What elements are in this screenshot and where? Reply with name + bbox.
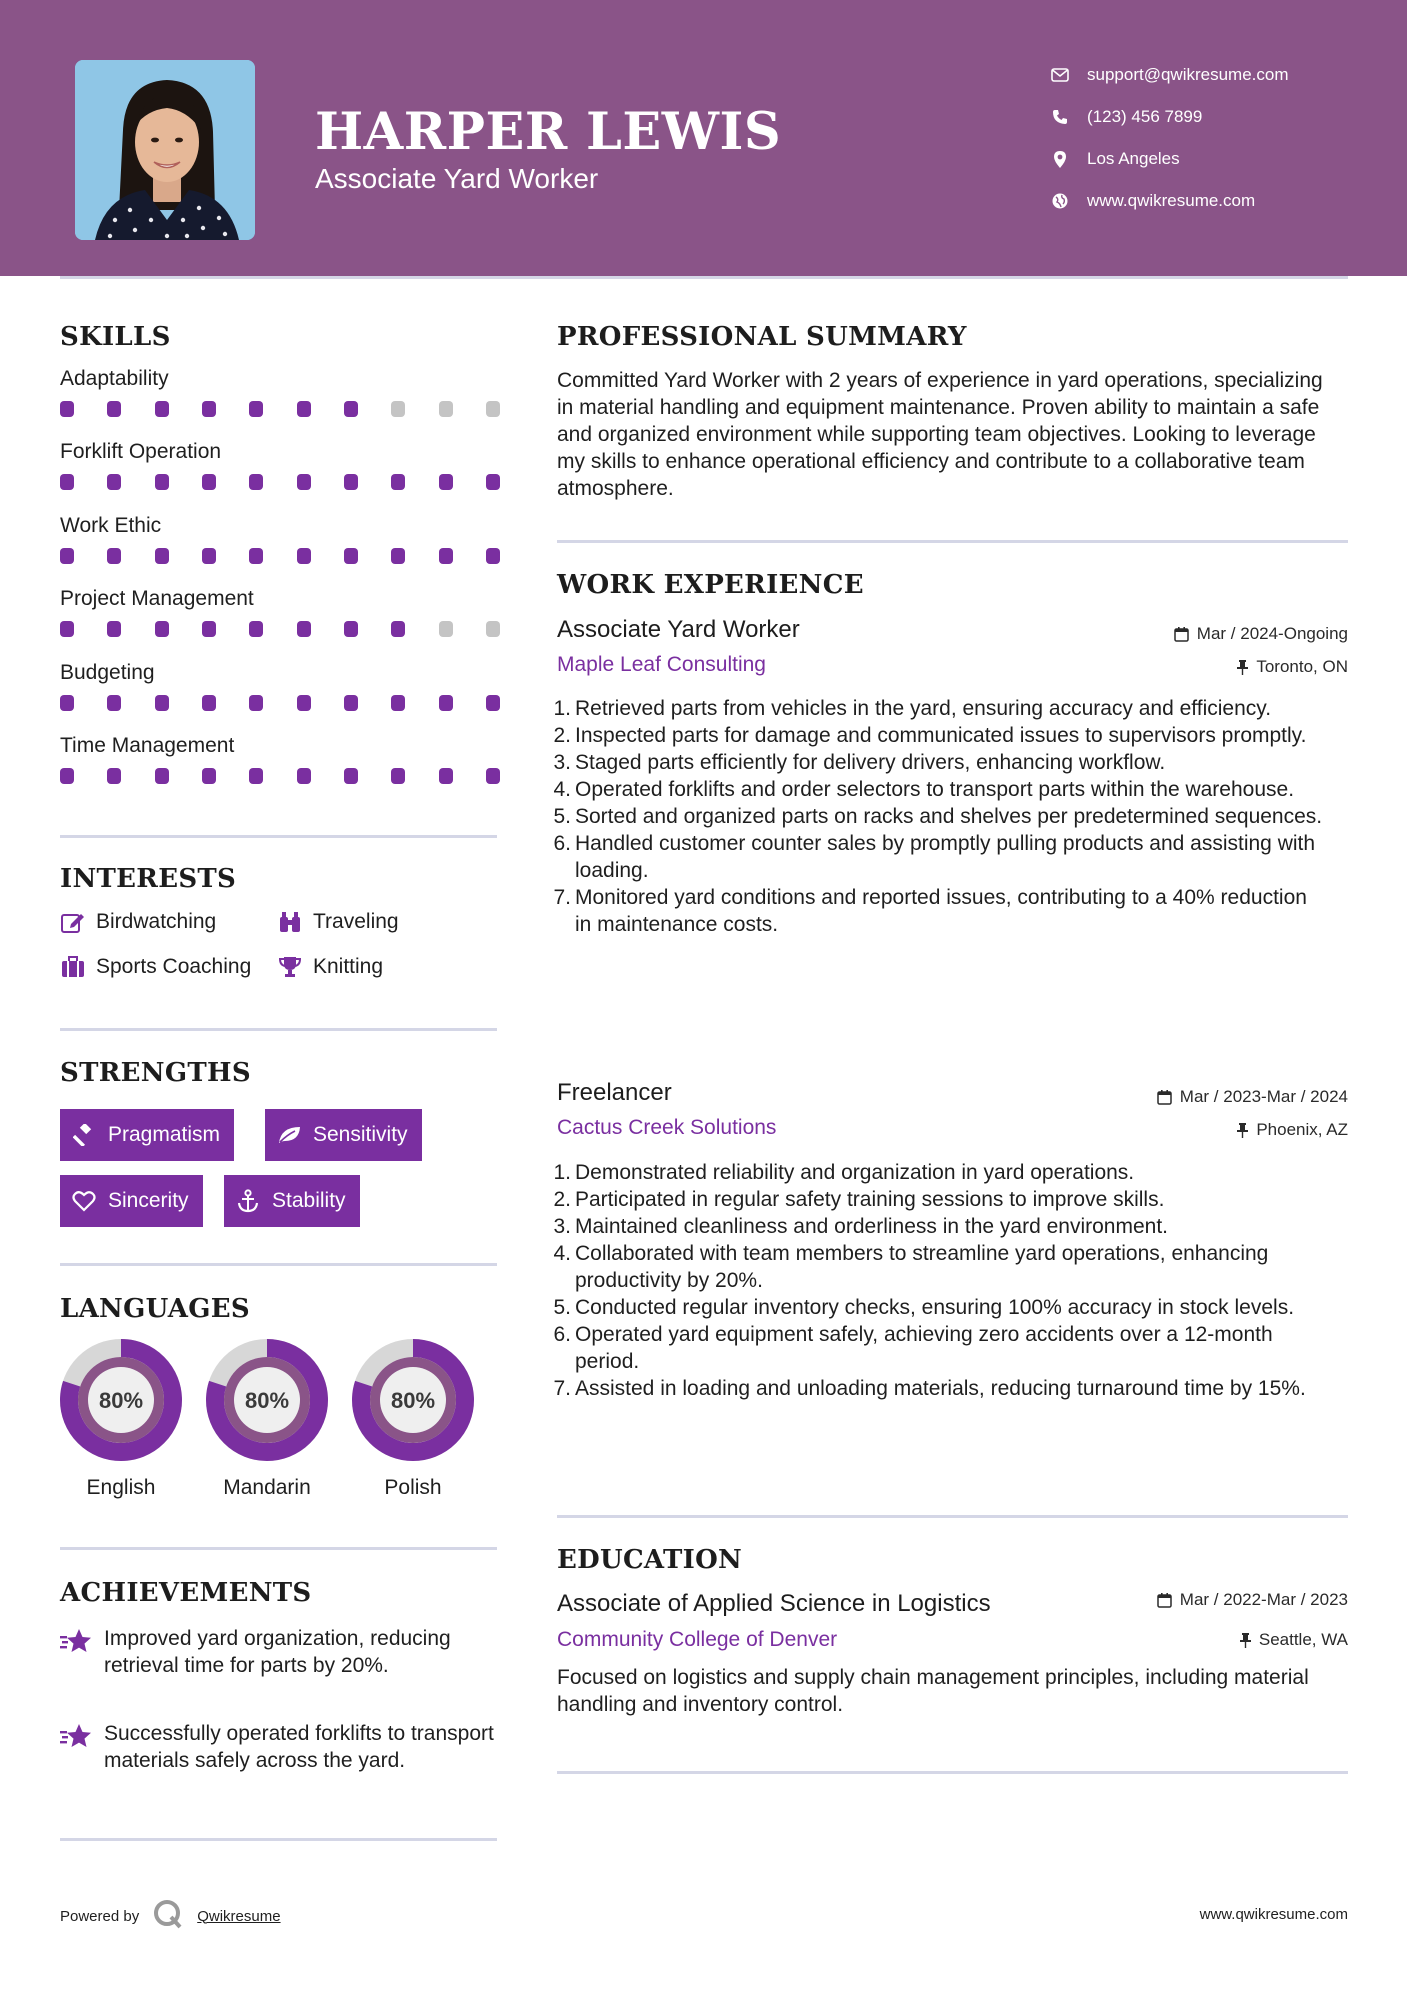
job-dates-text: Mar / 2023-Mar / 2024 bbox=[1179, 1087, 1348, 1106]
trophy-icon bbox=[277, 955, 303, 979]
skill-dot-filled bbox=[155, 474, 169, 490]
skill-name: Forklift Operation bbox=[60, 440, 222, 464]
job-location bbox=[1237, 1120, 1348, 1140]
company-name: Cactus Creek Solutions bbox=[557, 1116, 777, 1139]
skill-dot-filled bbox=[107, 401, 121, 417]
section-divider bbox=[557, 540, 1348, 543]
section-divider bbox=[60, 835, 497, 838]
bullet-number: 5. bbox=[553, 805, 571, 828]
skill-rating bbox=[60, 474, 500, 490]
bullet-text: Collaborated with team members to streamline yard operations, enhancing productivity by 20%. bbox=[575, 1242, 1269, 1292]
calendar-icon bbox=[1157, 1593, 1172, 1608]
contact-email[interactable] bbox=[1050, 54, 1289, 96]
skill-dot-filled bbox=[486, 548, 500, 564]
interest-label: Sports Coaching bbox=[96, 955, 252, 978]
bullet-number: 5. bbox=[553, 1296, 571, 1319]
job-bullet bbox=[553, 1294, 1327, 1321]
skill-dot-filled bbox=[60, 401, 74, 417]
bullet-number: 2. bbox=[553, 1188, 571, 1211]
skill-dot-filled bbox=[60, 621, 74, 637]
language-ring bbox=[351, 1338, 475, 1462]
skill-dot-filled bbox=[344, 768, 358, 784]
job-bullet bbox=[553, 1159, 1327, 1186]
strength-tag bbox=[60, 1109, 234, 1161]
skill-dot-filled bbox=[391, 695, 405, 711]
skill-dot-filled bbox=[249, 695, 263, 711]
achievement-text: Improved yard organization, reducing retrieval time for parts by 20%. bbox=[104, 1627, 451, 1677]
skill-item bbox=[60, 440, 500, 490]
footer-powered-by bbox=[60, 1899, 281, 1933]
skill-dot-filled bbox=[344, 474, 358, 490]
star-medal-icon bbox=[60, 1722, 94, 1774]
profile-photo bbox=[75, 60, 255, 240]
company-name: Maple Leaf Consulting bbox=[557, 653, 766, 676]
strength-label: Pragmatism bbox=[108, 1123, 221, 1146]
language-item bbox=[59, 1338, 183, 1500]
skill-dot-filled bbox=[297, 768, 311, 784]
bullet-text: Assisted in loading and unloading materials, reducing turnaround time by 15%. bbox=[575, 1377, 1306, 1400]
education-dates-text: Mar / 2022-Mar / 2023 bbox=[1179, 1590, 1348, 1609]
skill-dot-filled bbox=[391, 768, 405, 784]
strength-label: Stability bbox=[272, 1189, 346, 1212]
globe-icon bbox=[1050, 191, 1070, 211]
job-bullet bbox=[553, 776, 1327, 803]
language-item bbox=[205, 1338, 329, 1500]
job-bullet bbox=[553, 1186, 1327, 1213]
bullet-number: 4. bbox=[553, 1242, 571, 1265]
achievement-item bbox=[60, 1720, 500, 1774]
section-divider bbox=[60, 1028, 497, 1031]
job-bullet bbox=[553, 749, 1327, 776]
phone-icon bbox=[1050, 107, 1070, 127]
education-location bbox=[1240, 1630, 1348, 1650]
job-dates bbox=[1174, 624, 1348, 644]
job-bullets bbox=[553, 1159, 1327, 1402]
skill-dot-filled bbox=[202, 401, 216, 417]
bullet-number: 2. bbox=[553, 724, 571, 747]
contact-list bbox=[1050, 54, 1289, 222]
job-location-text: Toronto, ON bbox=[1256, 657, 1348, 676]
skill-dot-filled bbox=[249, 548, 263, 564]
bullet-number: 7. bbox=[553, 1377, 571, 1400]
language-name: English bbox=[86, 1476, 156, 1499]
skill-rating bbox=[60, 695, 500, 711]
skill-dot-filled bbox=[249, 401, 263, 417]
contact-location-text: Los Angeles bbox=[1087, 149, 1180, 168]
strength-label: Sincerity bbox=[108, 1189, 189, 1212]
skill-name: Adaptability bbox=[60, 367, 169, 390]
skill-dot-filled bbox=[155, 695, 169, 711]
skill-dot-filled bbox=[202, 474, 216, 490]
skill-dot-filled bbox=[202, 548, 216, 564]
bullet-number: 3. bbox=[553, 1215, 571, 1238]
education-heading: EDUCATION bbox=[557, 1545, 743, 1575]
skill-dot-filled bbox=[439, 548, 453, 564]
calendar-icon bbox=[1157, 1090, 1172, 1105]
candidate-name: HARPER LEWIS bbox=[315, 102, 782, 162]
summary-heading: PROFESSIONAL SUMMARY bbox=[557, 322, 967, 352]
bullet-number: 6. bbox=[553, 1323, 571, 1346]
contact-phone-text: (123) 456 7899 bbox=[1087, 107, 1203, 126]
skill-dot-filled bbox=[249, 474, 263, 490]
bullet-text: Participated in regular safety training sessions to improve skills. bbox=[575, 1188, 1165, 1211]
pushpin-icon bbox=[1237, 1123, 1248, 1138]
contact-location bbox=[1050, 138, 1289, 180]
skill-item bbox=[60, 587, 500, 637]
skill-dot-empty bbox=[486, 621, 500, 637]
bullet-text: Retrieved parts from vehicles in the yard, ensuring accuracy and efficiency. bbox=[575, 697, 1272, 720]
job-title: Freelancer bbox=[557, 1079, 672, 1106]
skill-dot-filled bbox=[155, 401, 169, 417]
achievement-item bbox=[60, 1625, 500, 1679]
job-bullet bbox=[553, 722, 1327, 749]
skill-dot-filled bbox=[60, 474, 74, 490]
bullet-number: 1. bbox=[553, 1161, 571, 1184]
skill-dot-empty bbox=[391, 401, 405, 417]
section-divider bbox=[60, 1838, 497, 1841]
contact-website[interactable] bbox=[1050, 180, 1289, 222]
header-divider bbox=[60, 276, 1348, 279]
skill-dot-filled bbox=[297, 548, 311, 564]
skill-rating bbox=[60, 548, 500, 564]
skill-name: Project Management bbox=[60, 587, 254, 611]
job-bullet bbox=[553, 884, 1327, 938]
skill-name: Work Ethic bbox=[60, 513, 162, 537]
bullet-number: 4. bbox=[553, 778, 571, 801]
job-title: Associate Yard Worker bbox=[557, 616, 800, 643]
job-bullets bbox=[553, 695, 1327, 938]
bullet-number: 3. bbox=[553, 751, 571, 774]
interest-label: Traveling bbox=[313, 910, 399, 933]
binoculars-icon bbox=[277, 910, 303, 934]
strength-tag bbox=[60, 1175, 203, 1227]
skill-dot-filled bbox=[486, 474, 500, 490]
contact-website-text: www.qwikresume.com bbox=[1087, 191, 1256, 210]
job-bullet bbox=[553, 830, 1327, 884]
skill-item bbox=[60, 734, 500, 784]
contact-email-text: support@qwikresume.com bbox=[1087, 65, 1289, 84]
achievements-heading: ACHIEVEMENTS bbox=[60, 1578, 312, 1608]
education-dates bbox=[1157, 1590, 1348, 1610]
language-item bbox=[351, 1338, 475, 1500]
anchor-icon bbox=[236, 1189, 260, 1213]
section-divider bbox=[557, 1515, 1348, 1518]
skill-dot-filled bbox=[344, 695, 358, 711]
language-percent: 80% bbox=[244, 1388, 290, 1413]
resume-header bbox=[0, 0, 1407, 276]
job-location bbox=[1237, 657, 1348, 677]
bullet-text: Inspected parts for damage and communicated issues to supervisors promptly. bbox=[575, 724, 1307, 747]
skill-dot-filled bbox=[107, 621, 121, 637]
section-divider bbox=[60, 1263, 497, 1266]
bullet-text: Operated forklifts and order selectors to transport parts within the warehouse. bbox=[575, 778, 1295, 801]
interest-item bbox=[277, 955, 383, 979]
interest-label: Birdwatching bbox=[96, 910, 217, 933]
skill-dot-filled bbox=[439, 695, 453, 711]
skill-rating bbox=[60, 768, 500, 784]
job-location-text: Phoenix, AZ bbox=[1256, 1120, 1348, 1139]
job-dates bbox=[1157, 1087, 1348, 1107]
bullet-number: 1. bbox=[553, 697, 571, 720]
job-bullet bbox=[553, 1213, 1327, 1240]
skill-dot-empty bbox=[486, 401, 500, 417]
qwikresume-link[interactable]: Qwikresume bbox=[197, 1907, 281, 1925]
skill-name: Time Management bbox=[60, 734, 235, 757]
skill-dot-filled bbox=[202, 768, 216, 784]
skill-dot-filled bbox=[155, 548, 169, 564]
interest-item bbox=[60, 955, 251, 979]
section-divider bbox=[557, 1771, 1348, 1774]
skill-dot-filled bbox=[297, 401, 311, 417]
job-bullet bbox=[553, 1321, 1327, 1375]
skill-name: Budgeting bbox=[60, 660, 155, 684]
interest-label: Knitting bbox=[313, 955, 384, 978]
skill-dot-filled bbox=[202, 621, 216, 637]
strength-tag bbox=[224, 1175, 360, 1227]
interest-item bbox=[277, 910, 399, 934]
skill-dot-filled bbox=[202, 695, 216, 711]
skill-dot-filled bbox=[107, 474, 121, 490]
achievement-text: Successfully operated forklifts to transport materials safely across the yard. bbox=[104, 1722, 494, 1772]
calendar-icon bbox=[1174, 627, 1189, 642]
skills-heading: SKILLS bbox=[60, 322, 171, 352]
skill-dot-filled bbox=[297, 621, 311, 637]
language-ring bbox=[59, 1338, 183, 1462]
strength-tag bbox=[265, 1109, 422, 1161]
strengths-heading: STRENGTHS bbox=[60, 1058, 251, 1088]
language-name: Polish bbox=[384, 1476, 442, 1499]
skill-dot-filled bbox=[107, 548, 121, 564]
skill-dot-filled bbox=[107, 768, 121, 784]
skill-dot-filled bbox=[391, 474, 405, 490]
skill-dot-filled bbox=[60, 768, 74, 784]
envelope-icon bbox=[1050, 65, 1070, 85]
skill-dot-empty bbox=[439, 621, 453, 637]
degree-title: Associate of Applied Science in Logistics bbox=[557, 1590, 991, 1617]
bullet-text: Maintained cleanliness and orderliness in the yard environment. bbox=[575, 1215, 1169, 1238]
candidate-title: Associate Yard Worker bbox=[315, 163, 599, 194]
bullet-text: Demonstrated reliability and organization in yard operations. bbox=[575, 1161, 1135, 1184]
interest-item bbox=[60, 910, 216, 934]
skill-dot-filled bbox=[155, 621, 169, 637]
job-dates-text: Mar / 2024-Ongoing bbox=[1196, 624, 1348, 643]
skill-item bbox=[60, 367, 500, 417]
job-bullet bbox=[553, 1240, 1327, 1294]
job-bullet bbox=[553, 695, 1327, 722]
bullet-text: Monitored yard conditions and reported issues, contributing to a 40% reduction in maintenance costs. bbox=[575, 886, 1307, 936]
skill-dot-filled bbox=[60, 695, 74, 711]
skill-item bbox=[60, 661, 500, 711]
gavel-icon bbox=[72, 1123, 96, 1147]
summary-text: Committed Yard Worker with 2 years of experience in yard operations, specializing in material handling and equipment maintenance. Proven ability to maintain a safe and organized environment while supporting team objectives. Looking to leverage my skills to enhance operational efficiency and contribute to a collaborative team atmosphere. bbox=[557, 369, 1323, 500]
heart-icon bbox=[72, 1189, 96, 1213]
skill-dot-filled bbox=[344, 548, 358, 564]
bullet-text: Handled customer counter sales by promptly pulling products and assisting with loading. bbox=[575, 832, 1316, 882]
strength-label: Sensitivity bbox=[313, 1123, 408, 1146]
languages-heading: LANGUAGES bbox=[60, 1294, 250, 1324]
pushpin-icon bbox=[1240, 1633, 1251, 1648]
bullet-text: Staged parts efficiently for delivery drivers, enhancing workflow. bbox=[575, 751, 1166, 774]
school-name: Community College of Denver bbox=[557, 1628, 838, 1651]
interests-heading: INTERESTS bbox=[60, 864, 237, 894]
bullet-number: 7. bbox=[553, 886, 571, 909]
language-name: Mandarin bbox=[223, 1476, 311, 1499]
skill-dot-filled bbox=[297, 474, 311, 490]
bullet-text: Conducted regular inventory checks, ensuring 100% accuracy in stock levels. bbox=[575, 1296, 1295, 1319]
bullet-number: 6. bbox=[553, 832, 571, 855]
bullet-text: Sorted and organized parts on racks and shelves per predetermined sequences. bbox=[575, 805, 1323, 828]
bullet-text: Operated yard equipment safely, achieving zero accidents over a 12-month period. bbox=[575, 1323, 1273, 1373]
education-text: Focused on logistics and supply chain management principles, including material handling and inventory control. bbox=[557, 1666, 1309, 1716]
skill-dot-filled bbox=[60, 548, 74, 564]
skill-dot-filled bbox=[391, 621, 405, 637]
pushpin-icon bbox=[1237, 660, 1248, 675]
job-bullet bbox=[553, 1375, 1327, 1402]
skill-dot-filled bbox=[486, 768, 500, 784]
skill-dot-filled bbox=[391, 548, 405, 564]
skill-dot-filled bbox=[486, 695, 500, 711]
footer-website[interactable]: www.qwikresume.com bbox=[1199, 1906, 1348, 1923]
star-medal-icon bbox=[60, 1627, 94, 1679]
qwikresume-logo-icon bbox=[153, 1899, 183, 1933]
skill-dot-filled bbox=[297, 695, 311, 711]
skill-dot-filled bbox=[107, 695, 121, 711]
education-location-text: Seattle, WA bbox=[1258, 1630, 1348, 1649]
job-bullet bbox=[553, 803, 1327, 830]
skill-dot-filled bbox=[249, 621, 263, 637]
skill-dot-filled bbox=[344, 621, 358, 637]
skill-dot-filled bbox=[439, 474, 453, 490]
skill-item bbox=[60, 514, 500, 564]
powered-by-text: Powered by bbox=[60, 1907, 140, 1925]
language-percent: 80% bbox=[98, 1388, 144, 1413]
experience-heading: WORK EXPERIENCE bbox=[557, 570, 864, 600]
map-pin-icon bbox=[1050, 149, 1070, 169]
skill-dot-filled bbox=[155, 768, 169, 784]
skill-dot-filled bbox=[249, 768, 263, 784]
suitcase-icon bbox=[60, 955, 86, 979]
skill-dot-filled bbox=[344, 401, 358, 417]
contact-phone[interactable] bbox=[1050, 96, 1289, 138]
language-ring bbox=[205, 1338, 329, 1462]
language-percent: 80% bbox=[390, 1388, 436, 1413]
skill-rating bbox=[60, 401, 500, 417]
section-divider bbox=[60, 1547, 497, 1550]
skill-rating bbox=[60, 621, 500, 637]
pencil-square-icon bbox=[60, 910, 86, 934]
skill-dot-empty bbox=[439, 401, 453, 417]
leaf-icon bbox=[277, 1123, 301, 1147]
skill-dot-filled bbox=[439, 768, 453, 784]
